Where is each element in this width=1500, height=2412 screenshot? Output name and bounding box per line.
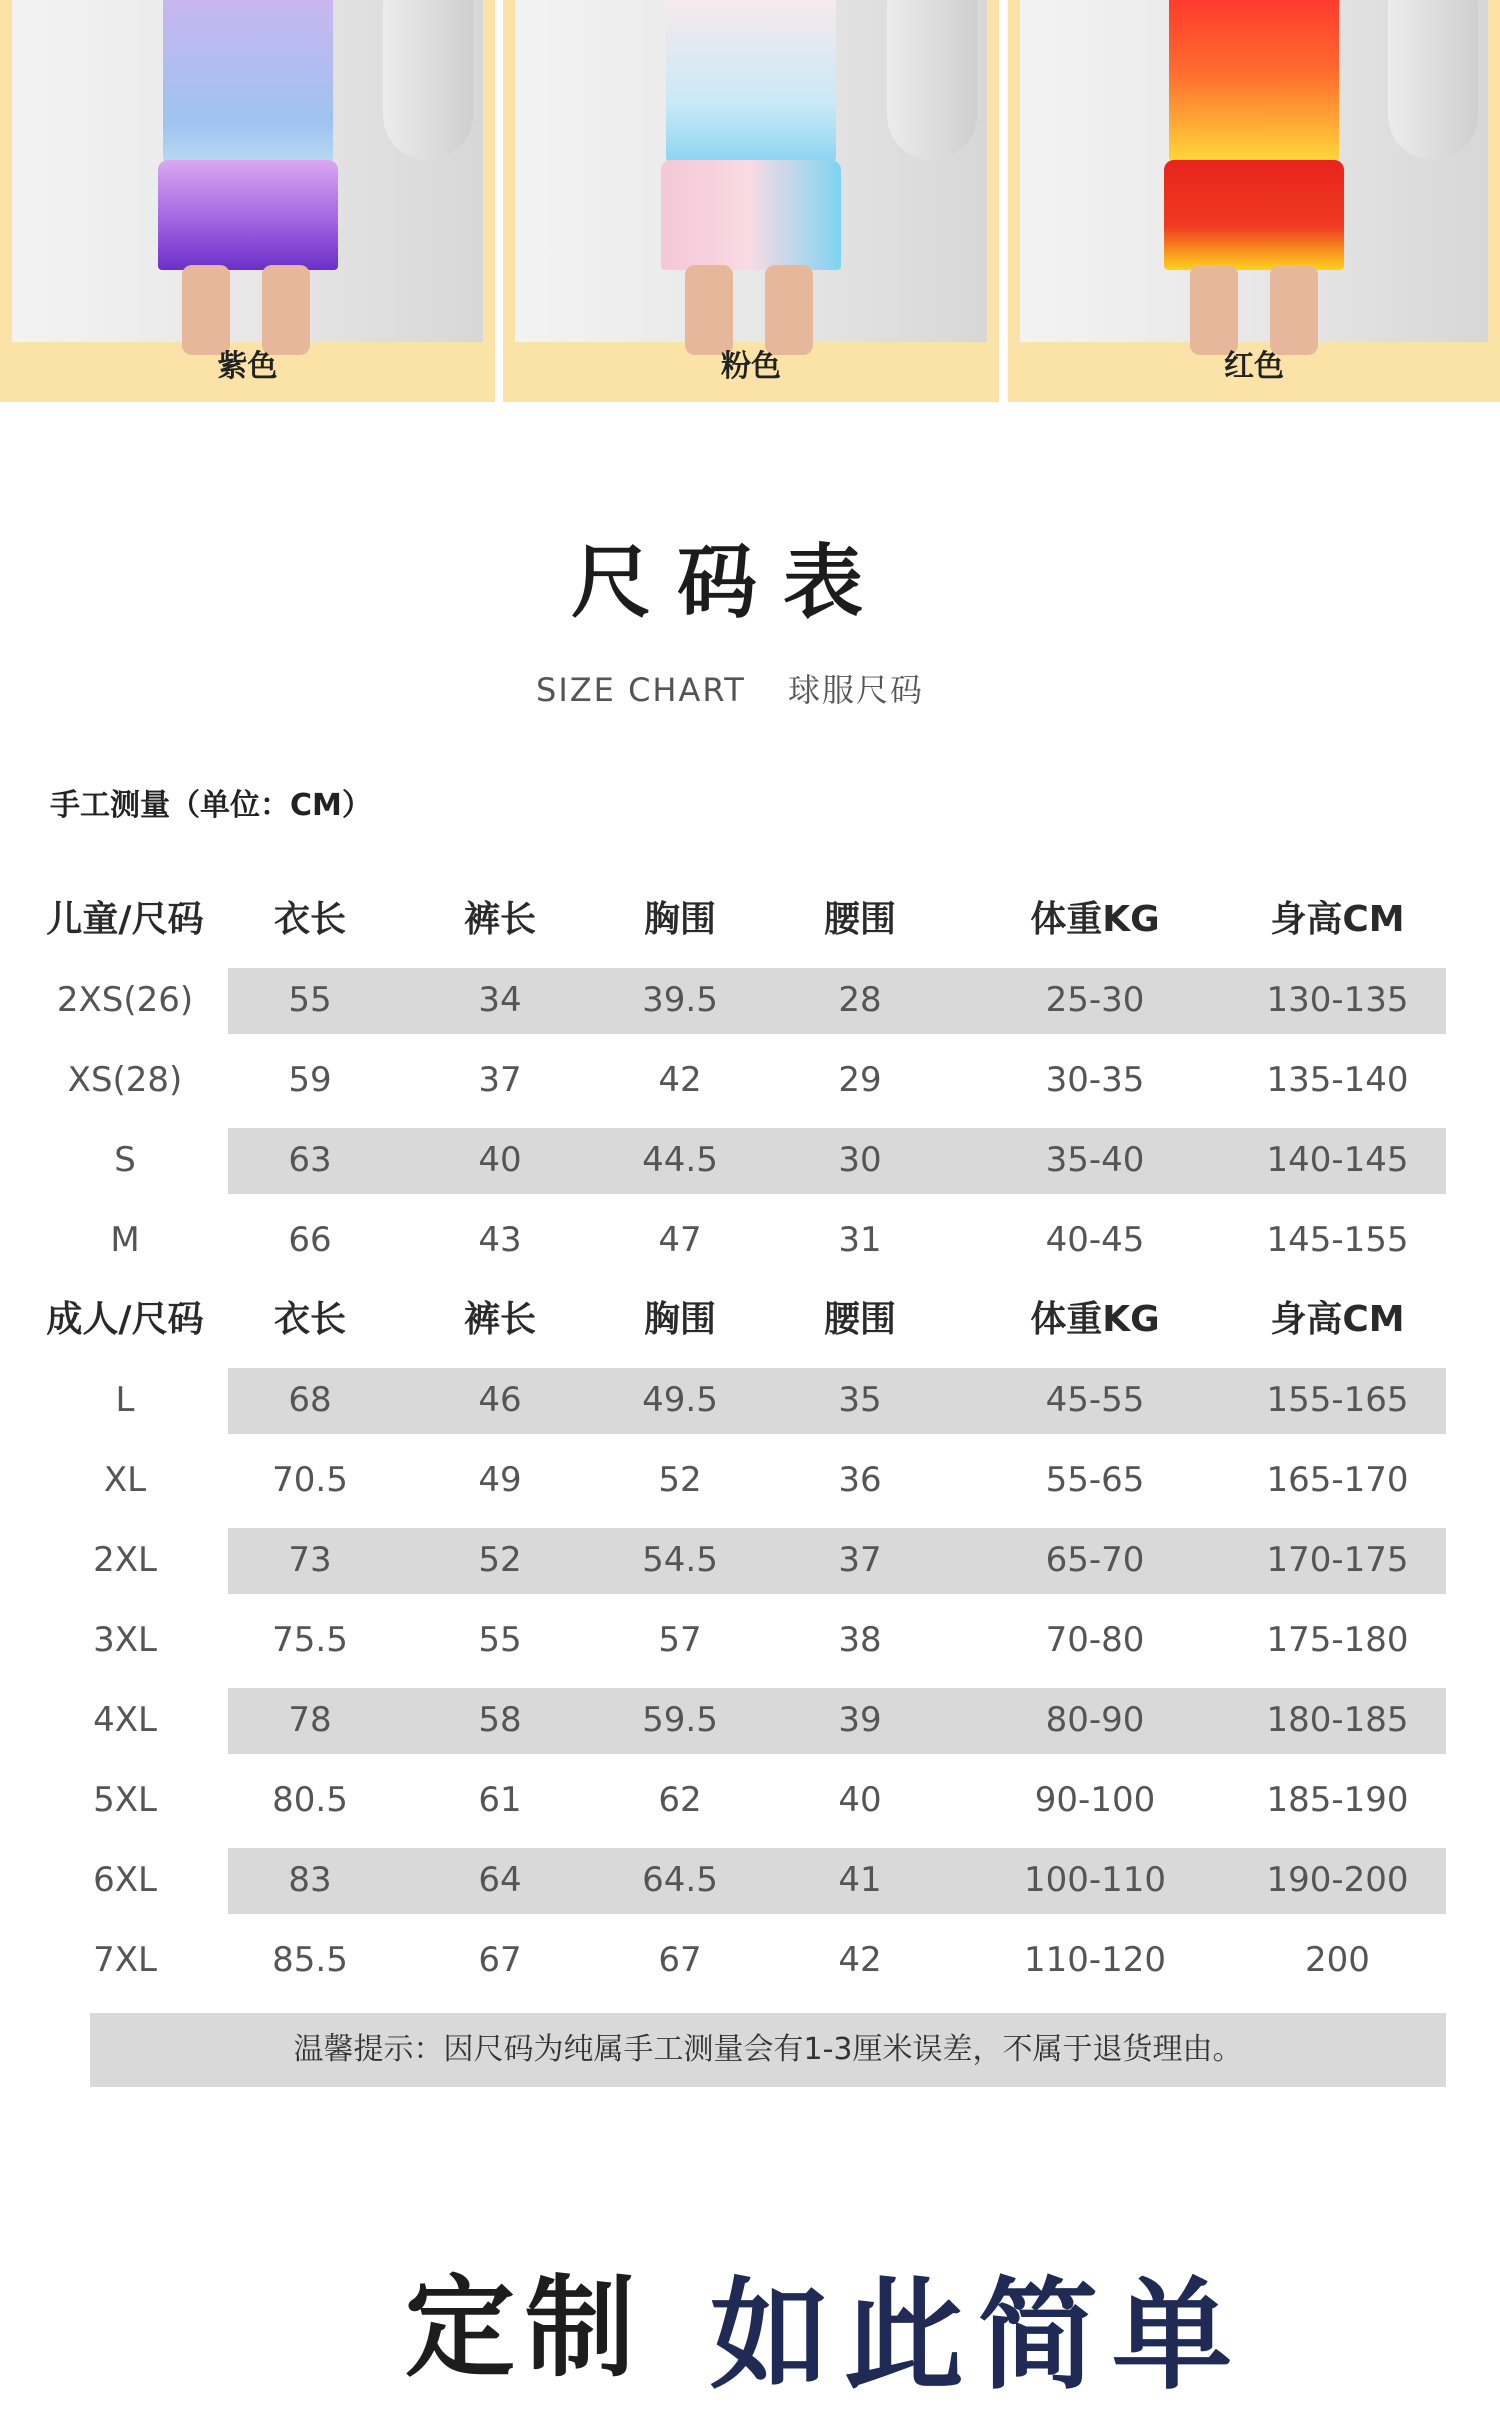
- table-cell: 65-70: [1045, 1540, 1145, 1580]
- table-cell: 31: [838, 1220, 882, 1260]
- page-title: 尺码表: [571, 536, 889, 629]
- swatch-label: 紫色: [217, 349, 278, 384]
- page-subtitle: [0, 665, 1460, 711]
- table-cell: 6XL: [93, 1860, 157, 1900]
- table-cell: M: [110, 1220, 140, 1260]
- table-row: [0, 1440, 1500, 1520]
- table-cell: 55: [478, 1620, 522, 1660]
- table-row: [0, 1120, 1500, 1200]
- table-cell: XS(28): [67, 1060, 183, 1100]
- swatch-red[interactable]: [1008, 0, 1500, 402]
- banner-right-text: 如此简单: [710, 2267, 1246, 2406]
- swatch-purple[interactable]: [0, 0, 495, 402]
- table-header-cell: 腰围: [823, 899, 896, 940]
- table-cell: 39: [838, 1700, 882, 1740]
- table-cell: 68: [288, 1380, 332, 1420]
- table-cell: 175-180: [1266, 1620, 1409, 1660]
- table-cell: 90-100: [1034, 1780, 1156, 1820]
- table-cell: 40: [478, 1140, 522, 1180]
- table-header-cell: 成人/尺码: [46, 1299, 204, 1340]
- product-photo-red: [1020, 0, 1488, 342]
- table-cell: 185-190: [1266, 1780, 1409, 1820]
- table-cell: 110-120: [1023, 1940, 1167, 1980]
- table-row: [0, 1920, 1500, 2000]
- table-row: [0, 1360, 1500, 1440]
- table-cell: 66: [288, 1220, 332, 1260]
- table-row: [0, 1200, 1500, 1280]
- table-cell: 3XL: [93, 1620, 157, 1660]
- table-cell: 54.5: [642, 1540, 718, 1580]
- table-cell: 34: [478, 980, 522, 1020]
- table-cell: 57: [658, 1620, 702, 1660]
- table-cell: 67: [658, 1940, 702, 1980]
- table-cell: 80.5: [272, 1780, 348, 1820]
- table-row: [0, 1600, 1500, 1680]
- table-cell: 46: [478, 1380, 522, 1420]
- table-cell: 170-175: [1266, 1540, 1409, 1580]
- table-header-cell: 体重KG: [1030, 1299, 1160, 1340]
- table-cell: 145-155: [1266, 1220, 1409, 1260]
- table-cell: 130-135: [1266, 980, 1409, 1020]
- product-photo-purple: [12, 0, 483, 342]
- table-cell: 25-30: [1045, 980, 1145, 1020]
- table-cell: 30-35: [1045, 1060, 1145, 1100]
- table-header-cell: 裤长: [463, 899, 536, 940]
- table-row: [0, 1680, 1500, 1760]
- product-photo-pink: [515, 0, 987, 342]
- table-cell: 67: [478, 1940, 522, 1980]
- table-cell: 5XL: [93, 1780, 157, 1820]
- table-cell: 59.5: [642, 1700, 718, 1740]
- table-header-cell: 儿童/尺码: [46, 899, 204, 940]
- table-cell: 78: [288, 1700, 332, 1740]
- table-cell: 49: [478, 1460, 522, 1500]
- table-cell: 38: [838, 1620, 882, 1660]
- table-cell: 59: [288, 1060, 332, 1100]
- table-cell: 58: [478, 1700, 522, 1740]
- table-cell: 83: [288, 1860, 332, 1900]
- table-cell: 70.5: [272, 1460, 348, 1500]
- table-header-cell: 体重KG: [1030, 899, 1160, 940]
- table-cell: 135-140: [1266, 1060, 1409, 1100]
- table-cell: 155-165: [1266, 1380, 1409, 1420]
- table-cell: 35: [838, 1380, 882, 1420]
- table-cell: 37: [838, 1540, 882, 1580]
- custom-banner: [0, 2220, 1500, 2406]
- table-row: [0, 1040, 1500, 1120]
- table-cell: 40-45: [1045, 1220, 1145, 1260]
- table-cell: 100-110: [1023, 1860, 1167, 1900]
- table-header-cell: 胸围: [643, 899, 716, 940]
- table-cell: 30: [838, 1140, 882, 1180]
- table-cell: 55-65: [1045, 1460, 1145, 1500]
- table-cell: 44.5: [642, 1140, 718, 1180]
- table-header-cell: 裤长: [463, 1299, 536, 1340]
- table-row: [0, 1520, 1500, 1600]
- banner-left-text: 定制: [405, 2264, 645, 2392]
- table-cell: 2XL: [93, 1540, 157, 1580]
- table-row: [0, 1840, 1500, 1920]
- table-header-cell: 身高CM: [1270, 899, 1405, 940]
- table-cell: 52: [478, 1540, 522, 1580]
- table-cell: 47: [658, 1220, 702, 1260]
- swatch-label: 粉色: [721, 349, 781, 384]
- size-table: [0, 880, 1500, 2000]
- table-cell: 75.5: [272, 1620, 348, 1660]
- table-cell: 200: [1305, 1940, 1370, 1980]
- warm-tip: 温馨提示：因尺码为纯属手工测量会有1-3厘米误差，不属于退货理由。: [90, 2013, 1446, 2087]
- table-header-cell: 身高CM: [1270, 1299, 1405, 1340]
- swatch-pink[interactable]: [503, 0, 999, 402]
- table-header-cell: 衣长: [273, 899, 346, 940]
- table-cell: 49.5: [642, 1380, 718, 1420]
- table-header-cell: 腰围: [823, 1299, 896, 1340]
- subtitle-en: SIZE CHART: [536, 671, 746, 709]
- table-cell: S: [114, 1140, 136, 1180]
- table-cell: 80-90: [1045, 1700, 1145, 1740]
- table-cell: 41: [838, 1860, 882, 1900]
- table-cell: 43: [478, 1220, 522, 1260]
- table-cell: 42: [838, 1940, 882, 1980]
- table-cell: 55: [288, 980, 332, 1020]
- table-cell: 52: [658, 1460, 702, 1500]
- table-cell: 2XS(26): [56, 980, 194, 1020]
- table-cell: 165-170: [1266, 1460, 1409, 1500]
- table-header-cell: 胸围: [643, 1299, 716, 1340]
- table-cell: 62: [658, 1780, 702, 1820]
- table-row: [0, 1760, 1500, 1840]
- table-cell: 85.5: [272, 1940, 348, 1980]
- table-cell: 28: [838, 980, 882, 1020]
- table-cell: L: [115, 1380, 135, 1420]
- table-cell: 42: [658, 1060, 702, 1100]
- table-cell: 140-145: [1266, 1140, 1409, 1180]
- table-cell: 36: [838, 1460, 882, 1500]
- table-cell: 63: [288, 1140, 332, 1180]
- table-cell: 35-40: [1045, 1140, 1145, 1180]
- table-header-row: [0, 1280, 1500, 1360]
- measure-unit-note: 手工测量（单位：CM）: [50, 788, 372, 823]
- table-header-cell: 衣长: [273, 1299, 346, 1340]
- table-cell: 61: [478, 1780, 522, 1820]
- table-header-row: [0, 880, 1500, 960]
- table-cell: 40: [838, 1780, 882, 1820]
- table-cell: 39.5: [642, 980, 718, 1020]
- table-cell: 29: [838, 1060, 882, 1100]
- color-swatch-row: [0, 0, 1500, 405]
- table-cell: 64.5: [642, 1860, 718, 1900]
- table-cell: 7XL: [93, 1940, 157, 1980]
- table-cell: 70-80: [1045, 1620, 1145, 1660]
- table-cell: 64: [478, 1860, 522, 1900]
- table-cell: 190-200: [1266, 1860, 1409, 1900]
- table-cell: 37: [478, 1060, 522, 1100]
- swatch-label: 红色: [1224, 349, 1284, 384]
- table-row: [0, 960, 1500, 1040]
- table-cell: XL: [103, 1460, 147, 1500]
- table-cell: 73: [288, 1540, 332, 1580]
- table-cell: 180-185: [1266, 1700, 1409, 1740]
- subtitle-cn: 球服尺码: [787, 671, 924, 709]
- table-cell: 4XL: [93, 1700, 157, 1740]
- table-cell: 45-55: [1045, 1380, 1145, 1420]
